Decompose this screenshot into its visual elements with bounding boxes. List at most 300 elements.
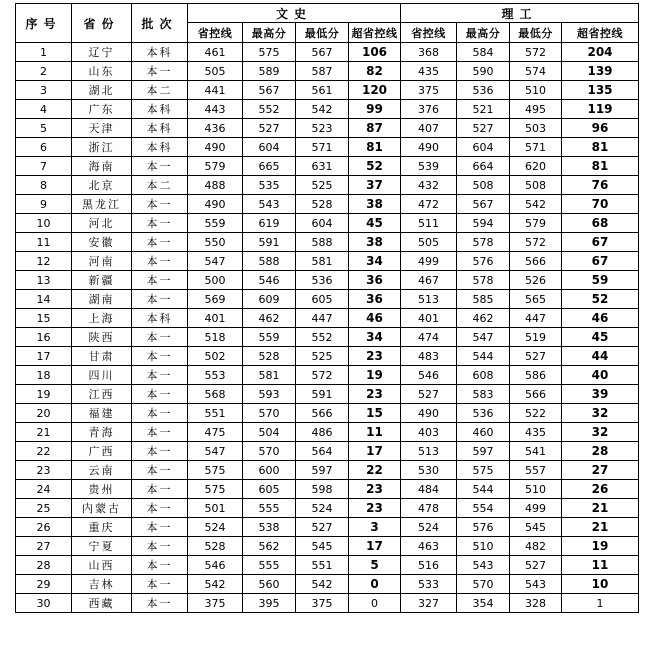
wen-control-line-cell: 524 xyxy=(188,518,243,537)
col-header-wen-min: 最低分 xyxy=(296,23,349,43)
li-above-cell: 67 xyxy=(562,252,639,271)
batch-cell: 本一 xyxy=(132,594,188,613)
province-cell: 贵州 xyxy=(72,480,132,499)
table-row xyxy=(16,556,639,575)
wen-min-cell: 523 xyxy=(296,119,349,138)
wen-max-cell: 562 xyxy=(243,537,296,556)
batch-cell: 本科 xyxy=(132,100,188,119)
wen-above-cell: 19 xyxy=(349,366,401,385)
li-max-cell: 664 xyxy=(457,157,510,176)
li-above-cell: 45 xyxy=(562,328,639,347)
wen-above-cell: 0 xyxy=(349,575,401,594)
seq-cell: 23 xyxy=(16,461,72,480)
wen-control-line-cell: 547 xyxy=(188,252,243,271)
li-min-cell: 526 xyxy=(510,271,562,290)
batch-cell: 本一 xyxy=(132,423,188,442)
wen-control-line-cell: 502 xyxy=(188,347,243,366)
li-control-line-cell: 467 xyxy=(401,271,457,290)
wen-control-line-cell: 547 xyxy=(188,442,243,461)
li-control-line-cell: 407 xyxy=(401,119,457,138)
wen-min-cell: 591 xyxy=(296,385,349,404)
seq-cell: 18 xyxy=(16,366,72,385)
li-control-line-cell: 516 xyxy=(401,556,457,575)
wen-min-cell: 564 xyxy=(296,442,349,461)
li-above-cell: 21 xyxy=(562,518,639,537)
wen-max-cell: 546 xyxy=(243,271,296,290)
province-cell: 河南 xyxy=(72,252,132,271)
province-cell: 陕西 xyxy=(72,328,132,347)
batch-cell: 本一 xyxy=(132,404,188,423)
batch-cell: 本一 xyxy=(132,385,188,404)
seq-cell: 16 xyxy=(16,328,72,347)
table-row xyxy=(16,404,639,423)
li-min-cell: 435 xyxy=(510,423,562,442)
province-cell: 宁夏 xyxy=(72,537,132,556)
wen-max-cell: 552 xyxy=(243,100,296,119)
seq-cell: 21 xyxy=(16,423,72,442)
li-above-cell: 44 xyxy=(562,347,639,366)
wen-max-cell: 609 xyxy=(243,290,296,309)
wen-min-cell: 542 xyxy=(296,100,349,119)
batch-cell: 本一 xyxy=(132,271,188,290)
wen-above-cell: 52 xyxy=(349,157,401,176)
wen-min-cell: 375 xyxy=(296,594,349,613)
wen-min-cell: 551 xyxy=(296,556,349,575)
batch-cell: 本一 xyxy=(132,537,188,556)
wen-control-line-cell: 441 xyxy=(188,81,243,100)
li-control-line-cell: 368 xyxy=(401,43,457,62)
table-row xyxy=(16,423,639,442)
province-cell: 湖北 xyxy=(72,81,132,100)
wen-above-cell: 120 xyxy=(349,81,401,100)
wen-control-line-cell: 553 xyxy=(188,366,243,385)
province-cell: 四川 xyxy=(72,366,132,385)
li-min-cell: 542 xyxy=(510,195,562,214)
table-row xyxy=(16,442,639,461)
wen-above-cell: 17 xyxy=(349,537,401,556)
col-header-li-max: 最高分 xyxy=(457,23,510,43)
li-max-cell: 543 xyxy=(457,556,510,575)
table-row xyxy=(16,100,639,119)
province-cell: 广东 xyxy=(72,100,132,119)
table-row xyxy=(16,518,639,537)
li-control-line-cell: 511 xyxy=(401,214,457,233)
li-above-cell: 68 xyxy=(562,214,639,233)
wen-control-line-cell: 568 xyxy=(188,385,243,404)
wen-above-cell: 3 xyxy=(349,518,401,537)
batch-cell: 本一 xyxy=(132,62,188,81)
seq-cell: 6 xyxy=(16,138,72,157)
table-body xyxy=(16,43,639,613)
wen-control-line-cell: 575 xyxy=(188,480,243,499)
li-max-cell: 544 xyxy=(457,480,510,499)
table-row xyxy=(16,385,639,404)
wen-control-line-cell: 550 xyxy=(188,233,243,252)
li-above-cell: 32 xyxy=(562,404,639,423)
li-max-cell: 510 xyxy=(457,537,510,556)
li-max-cell: 567 xyxy=(457,195,510,214)
wen-max-cell: 555 xyxy=(243,556,296,575)
batch-cell: 本一 xyxy=(132,290,188,309)
li-max-cell: 583 xyxy=(457,385,510,404)
wen-max-cell: 560 xyxy=(243,575,296,594)
wen-max-cell: 528 xyxy=(243,347,296,366)
li-min-cell: 510 xyxy=(510,81,562,100)
li-max-cell: 608 xyxy=(457,366,510,385)
li-min-cell: 508 xyxy=(510,176,562,195)
table-row xyxy=(16,252,639,271)
li-control-line-cell: 474 xyxy=(401,328,457,347)
seq-cell: 7 xyxy=(16,157,72,176)
li-min-cell: 482 xyxy=(510,537,562,556)
table-row xyxy=(16,594,639,613)
li-min-cell: 543 xyxy=(510,575,562,594)
province-cell: 吉林 xyxy=(72,575,132,594)
wen-control-line-cell: 375 xyxy=(188,594,243,613)
wen-above-cell: 23 xyxy=(349,385,401,404)
wen-max-cell: 589 xyxy=(243,62,296,81)
li-max-cell: 527 xyxy=(457,119,510,138)
batch-cell: 本一 xyxy=(132,252,188,271)
li-above-cell: 10 xyxy=(562,575,639,594)
wen-max-cell: 567 xyxy=(243,81,296,100)
table-row xyxy=(16,328,639,347)
li-above-cell: 28 xyxy=(562,442,639,461)
li-above-cell: 46 xyxy=(562,309,639,328)
province-cell: 天津 xyxy=(72,119,132,138)
seq-cell: 26 xyxy=(16,518,72,537)
li-control-line-cell: 524 xyxy=(401,518,457,537)
wen-above-cell: 45 xyxy=(349,214,401,233)
wen-above-cell: 34 xyxy=(349,328,401,347)
wen-max-cell: 575 xyxy=(243,43,296,62)
seq-cell: 13 xyxy=(16,271,72,290)
wen-max-cell: 504 xyxy=(243,423,296,442)
li-max-cell: 576 xyxy=(457,518,510,537)
li-min-cell: 495 xyxy=(510,100,562,119)
li-above-cell: 76 xyxy=(562,176,639,195)
table-row xyxy=(16,138,639,157)
province-cell: 江西 xyxy=(72,385,132,404)
wen-min-cell: 581 xyxy=(296,252,349,271)
wen-control-line-cell: 436 xyxy=(188,119,243,138)
province-cell: 海南 xyxy=(72,157,132,176)
wen-min-cell: 561 xyxy=(296,81,349,100)
li-control-line-cell: 530 xyxy=(401,461,457,480)
wen-min-cell: 604 xyxy=(296,214,349,233)
batch-cell: 本一 xyxy=(132,366,188,385)
li-min-cell: 328 xyxy=(510,594,562,613)
wen-control-line-cell: 575 xyxy=(188,461,243,480)
wen-above-cell: 15 xyxy=(349,404,401,423)
li-max-cell: 604 xyxy=(457,138,510,157)
wen-min-cell: 588 xyxy=(296,233,349,252)
batch-cell: 本二 xyxy=(132,81,188,100)
li-above-cell: 26 xyxy=(562,480,639,499)
wen-max-cell: 605 xyxy=(243,480,296,499)
wen-max-cell: 555 xyxy=(243,499,296,518)
li-control-line-cell: 505 xyxy=(401,233,457,252)
li-max-cell: 354 xyxy=(457,594,510,613)
batch-cell: 本一 xyxy=(132,499,188,518)
province-cell: 青海 xyxy=(72,423,132,442)
province-cell: 辽宁 xyxy=(72,43,132,62)
batch-cell: 本一 xyxy=(132,328,188,347)
table-row xyxy=(16,176,639,195)
wen-above-cell: 106 xyxy=(349,43,401,62)
province-cell: 黑龙江 xyxy=(72,195,132,214)
col-header-li-min: 最低分 xyxy=(510,23,562,43)
province-cell: 西藏 xyxy=(72,594,132,613)
table-row xyxy=(16,537,639,556)
seq-cell: 12 xyxy=(16,252,72,271)
li-max-cell: 508 xyxy=(457,176,510,195)
li-control-line-cell: 327 xyxy=(401,594,457,613)
li-above-cell: 32 xyxy=(562,423,639,442)
wen-above-cell: 99 xyxy=(349,100,401,119)
li-control-line-cell: 527 xyxy=(401,385,457,404)
li-control-line-cell: 513 xyxy=(401,442,457,461)
li-control-line-cell: 472 xyxy=(401,195,457,214)
wen-max-cell: 570 xyxy=(243,404,296,423)
li-above-cell: 81 xyxy=(562,138,639,157)
table-row xyxy=(16,157,639,176)
li-above-cell: 21 xyxy=(562,499,639,518)
wen-control-line-cell: 551 xyxy=(188,404,243,423)
li-max-cell: 575 xyxy=(457,461,510,480)
wen-max-cell: 593 xyxy=(243,385,296,404)
wen-min-cell: 598 xyxy=(296,480,349,499)
li-control-line-cell: 483 xyxy=(401,347,457,366)
col-header-batch: 批次 xyxy=(132,4,188,43)
li-control-line-cell: 499 xyxy=(401,252,457,271)
li-min-cell: 527 xyxy=(510,556,562,575)
province-cell: 福建 xyxy=(72,404,132,423)
wen-control-line-cell: 500 xyxy=(188,271,243,290)
li-above-cell: 1 xyxy=(562,594,639,613)
province-cell: 云南 xyxy=(72,461,132,480)
batch-cell: 本一 xyxy=(132,233,188,252)
li-control-line-cell: 513 xyxy=(401,290,457,309)
li-above-cell: 11 xyxy=(562,556,639,575)
wen-min-cell: 566 xyxy=(296,404,349,423)
province-cell: 安徽 xyxy=(72,233,132,252)
li-max-cell: 462 xyxy=(457,309,510,328)
wen-above-cell: 11 xyxy=(349,423,401,442)
table-row xyxy=(16,233,639,252)
wen-max-cell: 395 xyxy=(243,594,296,613)
li-min-cell: 527 xyxy=(510,347,562,366)
li-above-cell: 119 xyxy=(562,100,639,119)
table-row xyxy=(16,499,639,518)
li-control-line-cell: 435 xyxy=(401,62,457,81)
wen-above-cell: 0 xyxy=(349,594,401,613)
batch-cell: 本一 xyxy=(132,347,188,366)
li-above-cell: 135 xyxy=(562,81,639,100)
li-min-cell: 566 xyxy=(510,385,562,404)
province-cell: 上海 xyxy=(72,309,132,328)
batch-cell: 本科 xyxy=(132,43,188,62)
seq-cell: 1 xyxy=(16,43,72,62)
table-row xyxy=(16,575,639,594)
wen-control-line-cell: 443 xyxy=(188,100,243,119)
col-header-wen-max: 最高分 xyxy=(243,23,296,43)
li-max-cell: 584 xyxy=(457,43,510,62)
province-cell: 北京 xyxy=(72,176,132,195)
batch-cell: 本一 xyxy=(132,480,188,499)
li-max-cell: 536 xyxy=(457,81,510,100)
wen-control-line-cell: 490 xyxy=(188,138,243,157)
li-min-cell: 447 xyxy=(510,309,562,328)
wen-control-line-cell: 546 xyxy=(188,556,243,575)
table-row xyxy=(16,309,639,328)
seq-cell: 15 xyxy=(16,309,72,328)
col-header-seq: 序号 xyxy=(16,4,72,43)
li-control-line-cell: 463 xyxy=(401,537,457,556)
wen-above-cell: 36 xyxy=(349,290,401,309)
li-above-cell: 204 xyxy=(562,43,639,62)
wen-above-cell: 23 xyxy=(349,347,401,366)
li-above-cell: 67 xyxy=(562,233,639,252)
wen-min-cell: 525 xyxy=(296,176,349,195)
wen-min-cell: 447 xyxy=(296,309,349,328)
wen-above-cell: 87 xyxy=(349,119,401,138)
wen-max-cell: 588 xyxy=(243,252,296,271)
wen-min-cell: 567 xyxy=(296,43,349,62)
wen-above-cell: 81 xyxy=(349,138,401,157)
table-row xyxy=(16,43,639,62)
wen-above-cell: 5 xyxy=(349,556,401,575)
batch-cell: 本一 xyxy=(132,157,188,176)
province-cell: 浙江 xyxy=(72,138,132,157)
li-min-cell: 586 xyxy=(510,366,562,385)
seq-cell: 9 xyxy=(16,195,72,214)
wen-control-line-cell: 505 xyxy=(188,62,243,81)
li-control-line-cell: 375 xyxy=(401,81,457,100)
col-header-wen-above: 超省控线 xyxy=(349,23,401,43)
wen-max-cell: 570 xyxy=(243,442,296,461)
wen-above-cell: 34 xyxy=(349,252,401,271)
wen-max-cell: 619 xyxy=(243,214,296,233)
wen-above-cell: 23 xyxy=(349,480,401,499)
li-max-cell: 594 xyxy=(457,214,510,233)
batch-cell: 本二 xyxy=(132,176,188,195)
batch-cell: 本一 xyxy=(132,214,188,233)
col-header-wen-control-line: 省控线 xyxy=(188,23,243,43)
seq-cell: 27 xyxy=(16,537,72,556)
li-min-cell: 503 xyxy=(510,119,562,138)
wen-above-cell: 37 xyxy=(349,176,401,195)
wen-above-cell: 46 xyxy=(349,309,401,328)
wen-above-cell: 38 xyxy=(349,233,401,252)
li-above-cell: 40 xyxy=(562,366,639,385)
province-cell: 新疆 xyxy=(72,271,132,290)
li-max-cell: 554 xyxy=(457,499,510,518)
wen-above-cell: 36 xyxy=(349,271,401,290)
li-above-cell: 19 xyxy=(562,537,639,556)
li-control-line-cell: 376 xyxy=(401,100,457,119)
wen-min-cell: 597 xyxy=(296,461,349,480)
wen-control-line-cell: 488 xyxy=(188,176,243,195)
wen-max-cell: 604 xyxy=(243,138,296,157)
wen-max-cell: 538 xyxy=(243,518,296,537)
wen-min-cell: 545 xyxy=(296,537,349,556)
seq-cell: 30 xyxy=(16,594,72,613)
wen-control-line-cell: 518 xyxy=(188,328,243,347)
batch-cell: 本一 xyxy=(132,195,188,214)
wen-min-cell: 631 xyxy=(296,157,349,176)
seq-cell: 25 xyxy=(16,499,72,518)
seq-cell: 22 xyxy=(16,442,72,461)
batch-cell: 本科 xyxy=(132,309,188,328)
wen-min-cell: 524 xyxy=(296,499,349,518)
wen-above-cell: 82 xyxy=(349,62,401,81)
wen-min-cell: 486 xyxy=(296,423,349,442)
li-control-line-cell: 533 xyxy=(401,575,457,594)
li-min-cell: 541 xyxy=(510,442,562,461)
header-row-groups xyxy=(16,4,639,23)
li-min-cell: 519 xyxy=(510,328,562,347)
li-max-cell: 547 xyxy=(457,328,510,347)
wen-max-cell: 581 xyxy=(243,366,296,385)
seq-cell: 8 xyxy=(16,176,72,195)
li-control-line-cell: 490 xyxy=(401,404,457,423)
li-control-line-cell: 401 xyxy=(401,309,457,328)
li-above-cell: 96 xyxy=(562,119,639,138)
li-max-cell: 597 xyxy=(457,442,510,461)
wen-control-line-cell: 475 xyxy=(188,423,243,442)
wen-min-cell: 525 xyxy=(296,347,349,366)
batch-cell: 本科 xyxy=(132,119,188,138)
seq-cell: 20 xyxy=(16,404,72,423)
province-cell: 河北 xyxy=(72,214,132,233)
li-above-cell: 70 xyxy=(562,195,639,214)
wen-min-cell: 527 xyxy=(296,518,349,537)
wen-min-cell: 536 xyxy=(296,271,349,290)
province-cell: 甘肃 xyxy=(72,347,132,366)
province-cell: 山东 xyxy=(72,62,132,81)
li-max-cell: 578 xyxy=(457,271,510,290)
seq-cell: 29 xyxy=(16,575,72,594)
province-cell: 内蒙古 xyxy=(72,499,132,518)
li-min-cell: 620 xyxy=(510,157,562,176)
table-row xyxy=(16,81,639,100)
batch-cell: 本科 xyxy=(132,138,188,157)
li-max-cell: 536 xyxy=(457,404,510,423)
score-table-wrapper xyxy=(15,3,639,613)
li-max-cell: 544 xyxy=(457,347,510,366)
li-max-cell: 585 xyxy=(457,290,510,309)
table-row xyxy=(16,290,639,309)
wen-min-cell: 605 xyxy=(296,290,349,309)
col-header-li-control-line: 省控线 xyxy=(401,23,457,43)
seq-cell: 2 xyxy=(16,62,72,81)
wen-above-cell: 38 xyxy=(349,195,401,214)
wen-control-line-cell: 579 xyxy=(188,157,243,176)
wen-max-cell: 600 xyxy=(243,461,296,480)
seq-cell: 10 xyxy=(16,214,72,233)
table-row xyxy=(16,271,639,290)
li-min-cell: 565 xyxy=(510,290,562,309)
table-row xyxy=(16,461,639,480)
table-row xyxy=(16,366,639,385)
seq-cell: 14 xyxy=(16,290,72,309)
li-above-cell: 39 xyxy=(562,385,639,404)
table-row xyxy=(16,480,639,499)
wen-max-cell: 527 xyxy=(243,119,296,138)
wen-max-cell: 543 xyxy=(243,195,296,214)
table-row xyxy=(16,119,639,138)
